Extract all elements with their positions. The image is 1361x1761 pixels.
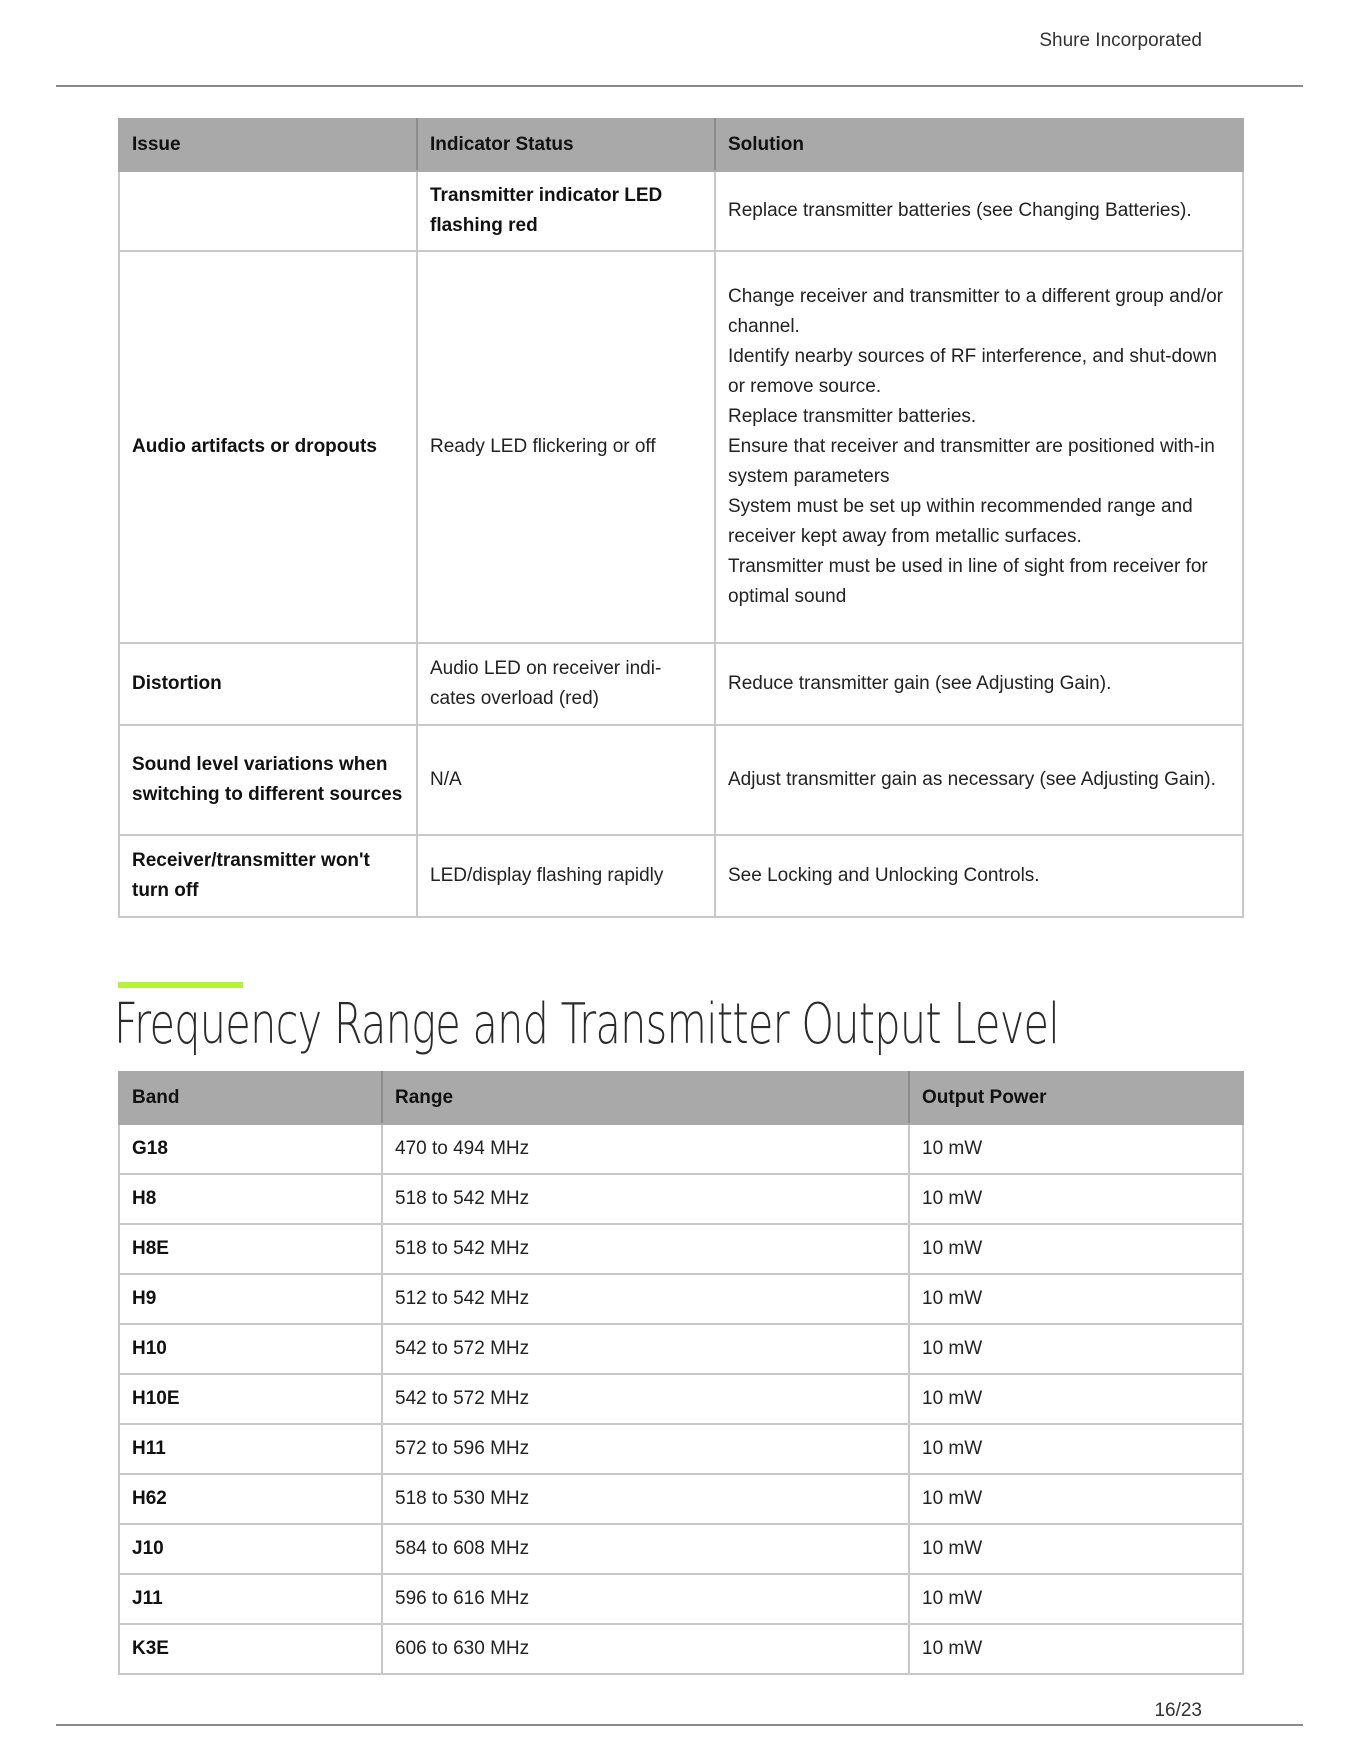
solution-line: Replace transmitter batteries (see Changing Batteries). <box>728 200 1192 221</box>
issue-cell: Audio artifacts or dropouts <box>119 251 417 643</box>
power-cell: 10 mW <box>909 1124 1243 1174</box>
issue-cell <box>119 171 417 251</box>
power-cell: 10 mW <box>909 1524 1243 1574</box>
solution-cell <box>715 835 1243 917</box>
solution-line: Ensure that receiver and transmitter are positioned with-in system parameters <box>728 436 1215 487</box>
indicator-cell: Ready LED flickering or off <box>417 251 715 643</box>
column-header-issue: Issue <box>119 119 417 171</box>
band-cell: H11 <box>119 1424 382 1474</box>
issue-cell: Receiver/transmitter won't turn off <box>119 835 417 917</box>
solution-cell <box>715 251 1243 643</box>
table-row <box>119 1324 1243 1374</box>
range-cell: 606 to 630 MHz <box>382 1624 909 1674</box>
solution-line: System must be set up within recommended range and receiver kept away from metallic surfaces. <box>728 496 1193 547</box>
solution-line: Reduce transmitter gain (see Adjusting Gain). <box>728 673 1112 694</box>
indicator-cell: LED/display flashing rapidly <box>417 835 715 917</box>
table-row <box>119 725 1243 835</box>
power-cell: 10 mW <box>909 1274 1243 1324</box>
power-cell: 10 mW <box>909 1324 1243 1374</box>
table-row <box>119 643 1243 725</box>
range-cell: 542 to 572 MHz <box>382 1374 909 1424</box>
table-row <box>119 1174 1243 1224</box>
issue-cell: Sound level variations when switching to different sources <box>119 725 417 835</box>
page-number: 16/23 <box>1154 1700 1202 1721</box>
table-row <box>119 1374 1243 1424</box>
range-cell: 512 to 542 MHz <box>382 1274 909 1324</box>
solution-line: Replace transmitter batteries. <box>728 406 977 427</box>
band-cell: H9 <box>119 1274 382 1324</box>
solution-line: Identify nearby sources of RF interference, and shut-down or remove source. <box>728 346 1217 397</box>
power-cell: 10 mW <box>909 1574 1243 1624</box>
band-cell: H8E <box>119 1224 382 1274</box>
band-cell: J10 <box>119 1524 382 1574</box>
range-cell: 596 to 616 MHz <box>382 1574 909 1624</box>
table-header-row <box>119 1072 1243 1124</box>
power-cell: 10 mW <box>909 1374 1243 1424</box>
power-cell: 10 mW <box>909 1474 1243 1524</box>
indicator-cell: N/A <box>417 725 715 835</box>
band-cell: J11 <box>119 1574 382 1624</box>
table-header-row <box>119 119 1243 171</box>
footer-divider <box>56 1724 1303 1726</box>
range-cell: 584 to 608 MHz <box>382 1524 909 1574</box>
band-cell: H62 <box>119 1474 382 1524</box>
band-cell: G18 <box>119 1124 382 1174</box>
band-cell: K3E <box>119 1624 382 1674</box>
column-header-output-power: Output Power <box>909 1072 1243 1124</box>
table-row <box>119 1574 1243 1624</box>
power-cell: 10 mW <box>909 1424 1243 1474</box>
indicator-cell: Audio LED on receiver indi-cates overload (red) <box>417 643 715 725</box>
column-header-band: Band <box>119 1072 382 1124</box>
table-row <box>119 251 1243 643</box>
solution-line: Transmitter must be used in line of sight from receiver for optimal sound <box>728 556 1208 607</box>
solution-cell <box>715 171 1243 251</box>
issue-cell: Distortion <box>119 643 417 725</box>
troubleshooting-table <box>118 118 1244 918</box>
power-cell: 10 mW <box>909 1624 1243 1674</box>
header-divider <box>56 85 1303 87</box>
solution-cell <box>715 643 1243 725</box>
solution-line: See Locking and Unlocking Controls. <box>728 865 1040 886</box>
band-cell: H10E <box>119 1374 382 1424</box>
section-title: Frequency Range and Transmitter Output Level <box>114 992 1060 1057</box>
band-cell: H8 <box>119 1174 382 1224</box>
indicator-cell: Transmitter indicator LED flashing red <box>417 171 715 251</box>
range-cell: 518 to 542 MHz <box>382 1224 909 1274</box>
table-row <box>119 1474 1243 1524</box>
table-row <box>119 1224 1243 1274</box>
table-row <box>119 835 1243 917</box>
table-row <box>119 1274 1243 1324</box>
table-row <box>119 171 1243 251</box>
table-row <box>119 1524 1243 1574</box>
table-row <box>119 1624 1243 1674</box>
range-cell: 518 to 542 MHz <box>382 1174 909 1224</box>
frequency-table <box>118 1071 1244 1675</box>
column-header-solution: Solution <box>715 119 1243 171</box>
header-company-name: Shure Incorporated <box>1039 30 1202 51</box>
range-cell: 542 to 572 MHz <box>382 1324 909 1374</box>
section-accent-bar <box>118 982 243 988</box>
column-header-indicator-status: Indicator Status <box>417 119 715 171</box>
table-row <box>119 1424 1243 1474</box>
column-header-range: Range <box>382 1072 909 1124</box>
solution-line: Change receiver and transmitter to a different group and/or channel. <box>728 286 1223 337</box>
range-cell: 518 to 530 MHz <box>382 1474 909 1524</box>
table-row <box>119 1124 1243 1174</box>
solution-line: Adjust transmitter gain as necessary (see Adjusting Gain). <box>728 769 1216 790</box>
power-cell: 10 mW <box>909 1224 1243 1274</box>
range-cell: 572 to 596 MHz <box>382 1424 909 1474</box>
band-cell: H10 <box>119 1324 382 1374</box>
solution-cell <box>715 725 1243 835</box>
range-cell: 470 to 494 MHz <box>382 1124 909 1174</box>
power-cell: 10 mW <box>909 1174 1243 1224</box>
